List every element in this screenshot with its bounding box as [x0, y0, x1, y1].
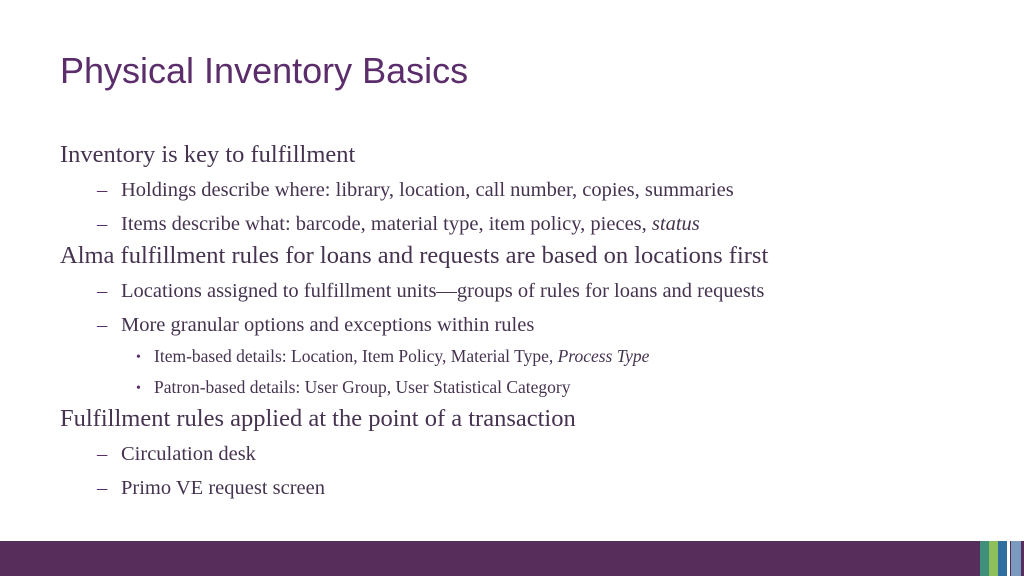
dash-icon: – — [97, 280, 108, 302]
logo-bar — [1007, 541, 1010, 576]
slide-title: Physical Inventory Basics — [60, 50, 469, 91]
slide-content — [60, 140, 990, 502]
logo-bar — [1011, 541, 1021, 576]
sub-sub-bullet-item-based: • Item-based details: Location, Item Policy, Material Type, Process Type — [136, 344, 990, 370]
dash-icon: – — [97, 213, 108, 235]
bullet-fulfillment-applied: Fulfillment rules applied at the point of a transaction — [60, 405, 576, 432]
sub-bullet-circulation: – Circulation desk — [97, 440, 990, 468]
dash-icon: – — [97, 314, 108, 336]
logo-bar — [989, 541, 998, 576]
bullet-alma-rules: Alma fulfillment rules for loans and requests are based on locations first — [60, 242, 769, 269]
sub-bullet-primo: – Primo VE request screen — [97, 474, 990, 502]
bullet-icon: • — [136, 350, 141, 365]
bullet-inventory: Inventory is key to fulfillment — [60, 141, 356, 168]
sub-bullet-holdings: – Holdings describe where: library, location, call number, copies, summaries — [97, 176, 990, 204]
bullet-icon: • — [136, 381, 141, 396]
dash-icon: – — [97, 443, 108, 465]
logo-bar — [980, 541, 989, 576]
dash-icon: – — [97, 179, 108, 201]
sub-bullet-locations: – Locations assigned to fulfillment units—groups of rules for loans and requests — [97, 277, 990, 305]
dash-icon: – — [97, 477, 108, 499]
footer-bar — [0, 541, 1024, 576]
sub-bullet-granular: – More granular options and exceptions within rules — [97, 311, 990, 339]
logo-bar — [998, 541, 1007, 576]
sub-sub-bullet-patron-based: • Patron-based details: User Group, User Statistical Category — [136, 375, 990, 401]
sub-bullet-items: – Items describe what: barcode, material type, item policy, pieces, status — [97, 210, 990, 238]
